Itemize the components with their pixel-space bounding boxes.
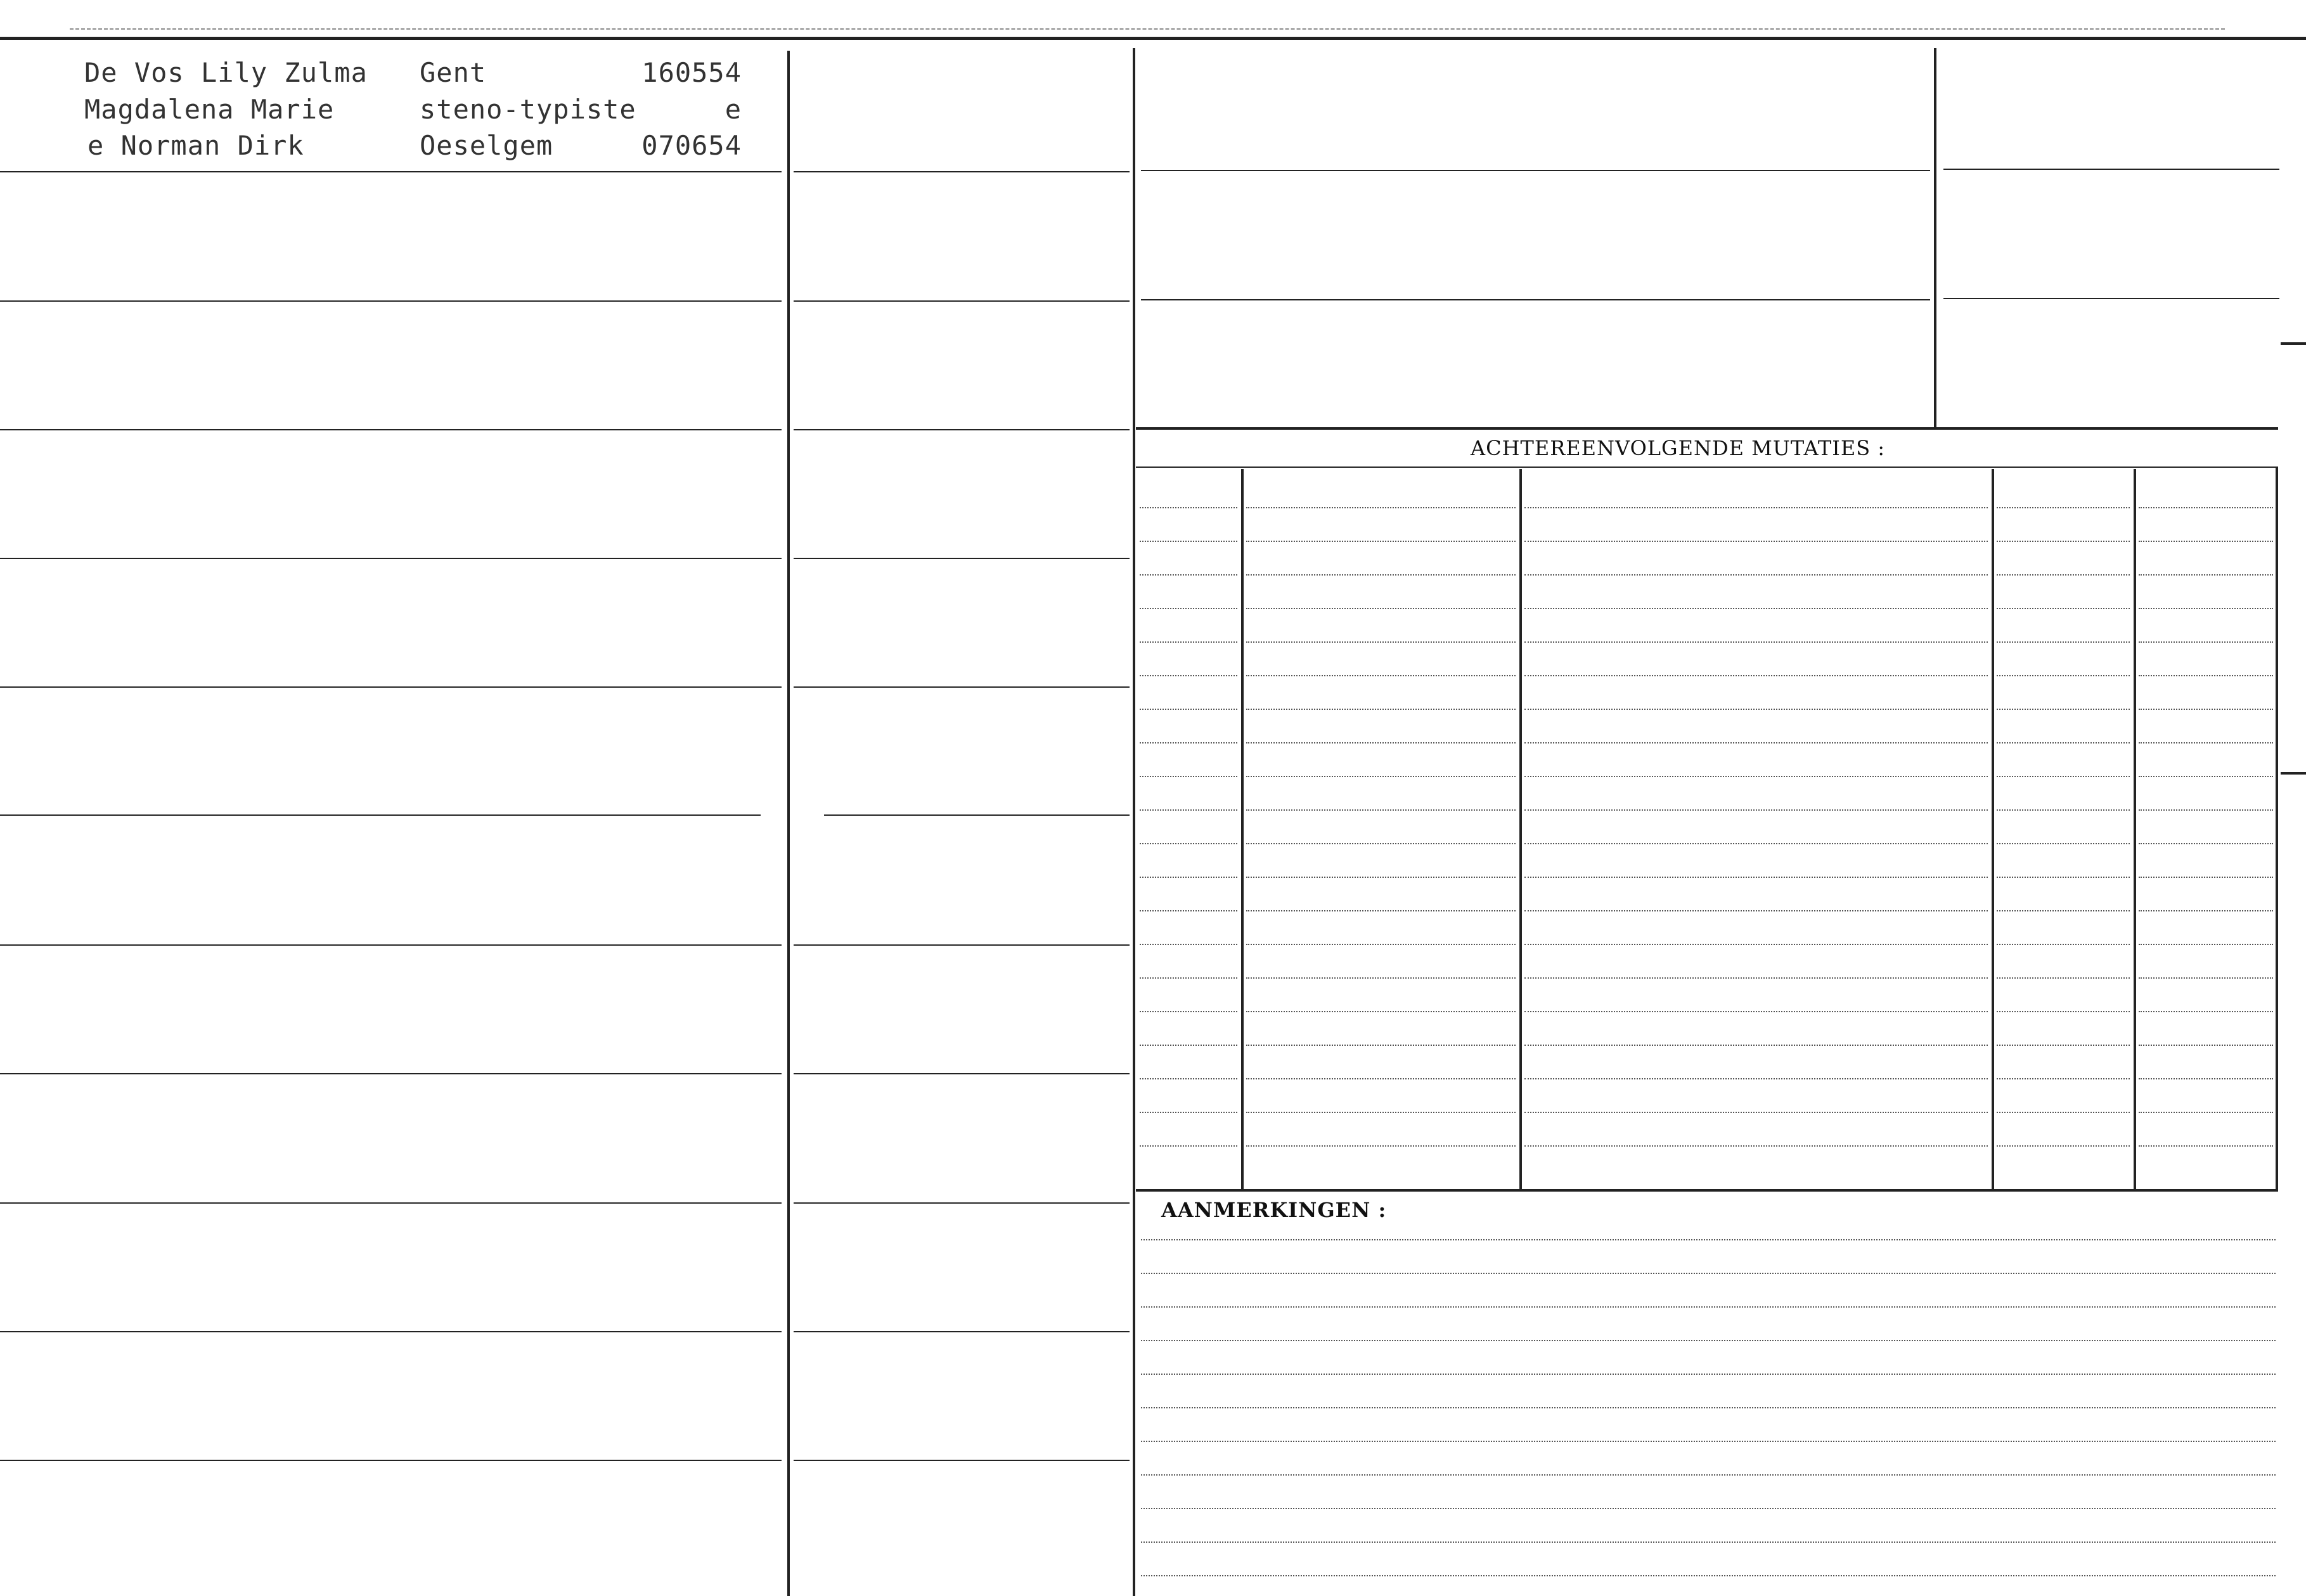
mutation-row-line <box>1524 507 1988 508</box>
mutation-row-line <box>2139 709 2273 710</box>
mutation-row-line <box>2139 910 2273 911</box>
mutation-row-line <box>1140 776 1237 777</box>
mutation-row-line <box>1524 977 1988 979</box>
mutation-row-line <box>1246 944 1516 945</box>
mutation-row-line <box>2139 541 2273 542</box>
mutation-row-line <box>2139 977 2273 979</box>
mutation-row-line <box>1246 843 1516 844</box>
mutation-row-line <box>1140 709 1237 710</box>
table-bottom-line <box>1136 1189 2278 1192</box>
mutation-row-line <box>1246 608 1516 609</box>
mutation-row-line <box>1524 1045 1988 1046</box>
mutation-row-line <box>1246 1078 1516 1079</box>
mutation-row-line <box>1246 809 1516 811</box>
mutation-row-line <box>1524 608 1988 609</box>
birth-date: 160554 <box>641 57 742 88</box>
row-line <box>794 1202 1130 1204</box>
mutation-row-line <box>1997 709 2130 710</box>
mutation-row-line <box>1246 1112 1516 1113</box>
mutation-row-line <box>1997 507 2130 508</box>
row-line <box>794 171 1130 172</box>
mutation-row-line <box>1246 776 1516 777</box>
row-line <box>794 1073 1130 1074</box>
mutation-row-line <box>1246 574 1516 576</box>
mutation-row-line <box>1524 1078 1988 1079</box>
row-line <box>0 686 782 688</box>
mutation-row-line <box>1246 910 1516 911</box>
date-suffix: e <box>725 94 742 125</box>
mutation-row-line <box>1524 843 1988 844</box>
row-line <box>0 171 782 172</box>
mutation-row-line <box>2139 641 2273 643</box>
mutation-row-line <box>1524 1112 1988 1113</box>
mutations-header: ACHTEREENVOLGENDE MUTATIES : <box>1471 436 1886 460</box>
mutation-row-line <box>1140 877 1237 878</box>
remark-line <box>1141 1508 2276 1509</box>
mutation-row-line <box>1997 1078 2130 1079</box>
row-line <box>0 558 782 559</box>
mutation-row-line <box>1140 1112 1237 1113</box>
right-section-border <box>1133 48 1135 1596</box>
row-line <box>0 1460 782 1461</box>
remark-line <box>1141 1575 2276 1576</box>
mutation-row-line <box>1997 574 2130 576</box>
table-column-divider <box>1241 469 1244 1190</box>
mutation-row-line <box>1997 1011 2130 1012</box>
mutation-row-line <box>2139 1011 2273 1012</box>
mutation-row-line <box>1997 1112 2130 1113</box>
table-column-divider <box>1519 469 1522 1190</box>
row-line <box>824 814 1130 816</box>
mutation-row-line <box>2139 776 2273 777</box>
remark-line <box>1141 1306 2276 1308</box>
remark-line <box>1141 1239 2276 1240</box>
edge-mark <box>2281 772 2306 775</box>
mutation-row-line <box>2139 944 2273 945</box>
occupation: steno-typiste <box>420 94 636 125</box>
mutation-row-line <box>1246 675 1516 676</box>
name-line-3: e Norman Dirk <box>87 130 304 161</box>
mutation-row-line <box>1140 1078 1237 1079</box>
mutation-row-line <box>2139 507 2273 508</box>
mutation-row-line <box>1140 608 1237 609</box>
block-line <box>1141 170 1930 171</box>
mutation-row-line <box>1140 910 1237 911</box>
left-column-divider <box>787 51 790 1596</box>
mutation-row-line <box>2139 809 2273 811</box>
row-line <box>0 814 761 816</box>
mutation-row-line <box>1524 944 1988 945</box>
second-date: 070654 <box>641 130 742 161</box>
mutation-row-line <box>2139 1145 2273 1147</box>
table-column-divider <box>1992 469 1994 1190</box>
mutation-row-line <box>1246 742 1516 743</box>
right-inner-divider <box>1934 48 1936 427</box>
mutation-row-line <box>1997 977 2130 979</box>
mutation-row-line <box>1524 709 1988 710</box>
mutation-row-line <box>1140 809 1237 811</box>
mutation-row-line <box>2139 1078 2273 1079</box>
mutation-row-line <box>1140 541 1237 542</box>
mutation-row-line <box>1524 1145 1988 1147</box>
remark-line <box>1141 1474 2276 1476</box>
row-line <box>794 300 1130 302</box>
mutation-row-line <box>1524 574 1988 576</box>
mutation-row-line <box>1140 1011 1237 1012</box>
mutation-row-line <box>1140 742 1237 743</box>
edge-mark <box>2281 342 2306 345</box>
mutation-row-line <box>1997 1145 2130 1147</box>
mutation-row-line <box>1524 742 1988 743</box>
top-border-line <box>0 37 2306 40</box>
mutation-row-line <box>1140 1045 1237 1046</box>
mutation-row-line <box>2139 742 2273 743</box>
mutation-row-line <box>1246 1011 1516 1012</box>
mutation-row-line <box>2139 675 2273 676</box>
remarks-header: AANMERKINGEN : <box>1161 1198 1387 1222</box>
mutation-row-line <box>1997 877 2130 878</box>
faded-header-text <box>70 28 2225 30</box>
row-line <box>0 429 782 430</box>
block-line <box>1943 169 2279 170</box>
mutation-row-line <box>1524 809 1988 811</box>
mutation-row-line <box>1246 507 1516 508</box>
mutation-row-line <box>2139 1045 2273 1046</box>
mutation-row-line <box>1140 977 1237 979</box>
mutation-row-line <box>2139 608 2273 609</box>
birth-place: Gent <box>420 57 487 88</box>
mutation-row-line <box>1997 541 2130 542</box>
mutation-row-line <box>2139 877 2273 878</box>
row-line <box>794 558 1130 559</box>
mutations-top-border <box>1136 427 2278 430</box>
mutation-row-line <box>1246 1145 1516 1147</box>
remark-line <box>1141 1441 2276 1442</box>
mutation-row-line <box>1524 541 1988 542</box>
name-line-2: Magdalena Marie <box>84 94 335 125</box>
mutation-row-line <box>1246 709 1516 710</box>
row-line <box>794 1460 1130 1461</box>
mutation-row-line <box>1140 507 1237 508</box>
row-line <box>0 944 782 946</box>
mutation-row-line <box>1140 675 1237 676</box>
mutation-row-line <box>1140 641 1237 643</box>
name-line-1: De Vos Lily Zulma <box>84 57 368 88</box>
mutation-row-line <box>1997 944 2130 945</box>
row-line <box>794 1331 1130 1332</box>
row-line <box>0 1331 782 1332</box>
mutation-row-line <box>1246 877 1516 878</box>
row-line <box>0 1073 782 1074</box>
mutation-row-line <box>1997 843 2130 844</box>
mutation-row-line <box>1246 1045 1516 1046</box>
mutation-row-line <box>1524 910 1988 911</box>
mutation-row-line <box>1524 641 1988 643</box>
table-right-border <box>2276 467 2278 1190</box>
table-column-divider <box>2134 469 2136 1190</box>
mutation-row-line <box>2139 574 2273 576</box>
mutation-row-line <box>1140 1145 1237 1147</box>
row-line <box>794 429 1130 430</box>
mutation-row-line <box>1246 641 1516 643</box>
row-line <box>0 300 782 302</box>
mutation-row-line <box>1997 1045 2130 1046</box>
row-line <box>794 686 1130 688</box>
residence-place: Oeselgem <box>420 130 553 161</box>
mutation-row-line <box>1997 910 2130 911</box>
row-line <box>0 1202 782 1204</box>
mutation-row-line <box>2139 1112 2273 1113</box>
mutation-row-line <box>1997 675 2130 676</box>
remark-line <box>1141 1541 2276 1543</box>
mutation-row-line <box>1997 641 2130 643</box>
card-top-edge <box>0 0 2306 41</box>
block-line <box>1141 299 1930 300</box>
mutation-row-line <box>1140 944 1237 945</box>
mutation-row-line <box>1524 1011 1988 1012</box>
mutation-row-line <box>1997 776 2130 777</box>
mutation-row-line <box>1140 574 1237 576</box>
mutation-row-line <box>1997 742 2130 743</box>
remark-line <box>1141 1273 2276 1274</box>
mutation-row-line <box>1140 843 1237 844</box>
table-top-line <box>1136 467 2278 468</box>
mutation-row-line <box>1246 541 1516 542</box>
mutation-row-line <box>1246 977 1516 979</box>
remark-line <box>1141 1407 2276 1408</box>
remark-line <box>1141 1374 2276 1375</box>
mutation-row-line <box>1524 675 1988 676</box>
mutation-row-line <box>1524 877 1988 878</box>
block-line <box>1943 298 2279 299</box>
mutation-row-line <box>1524 776 1988 777</box>
row-line <box>794 944 1130 946</box>
mutation-row-line <box>1997 608 2130 609</box>
remark-line <box>1141 1340 2276 1341</box>
mutation-row-line <box>2139 843 2273 844</box>
mutation-row-line <box>1997 809 2130 811</box>
